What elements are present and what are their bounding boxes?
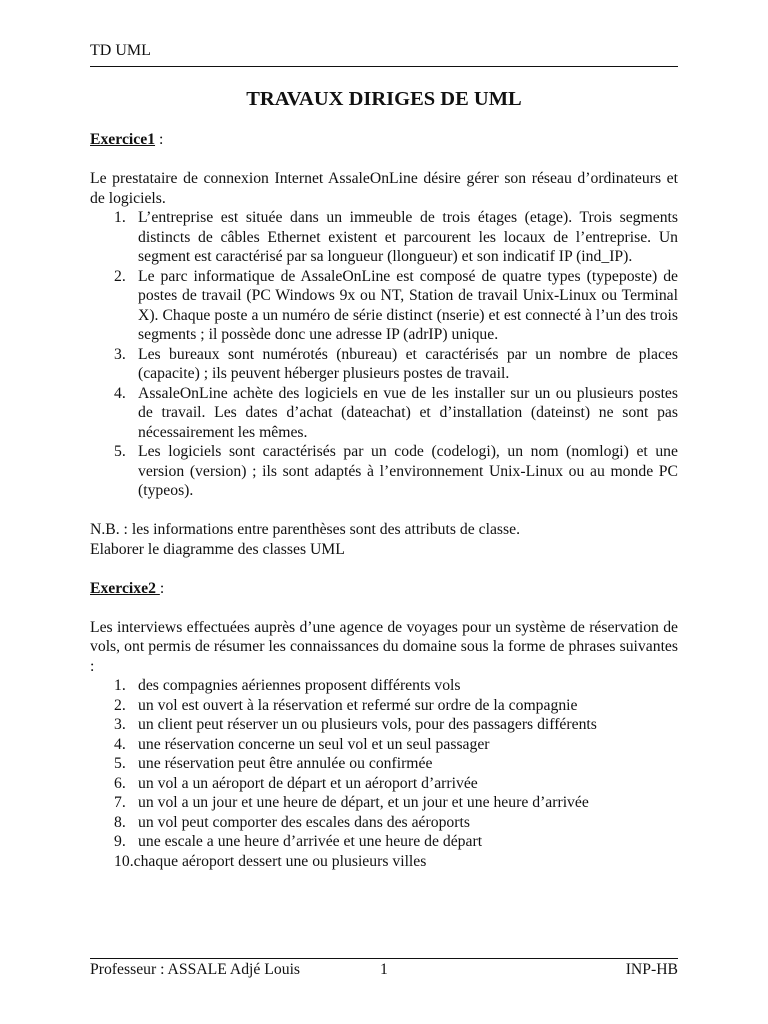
exercise2-heading-label: Exercixe2 [90, 579, 160, 597]
list-item-number: 5. [114, 755, 126, 772]
list-item-number: 4. [114, 735, 126, 753]
list-item-text: Les bureaux sont numérotés (nbureau) et caractérisés par un nombre de places (capacite) ; ils peuvent héberger plusieurs postes de travail. [138, 345, 678, 382]
exercise1-list [90, 208, 678, 501]
list-item-text: une réservation peut être annulée ou confirmée [138, 755, 433, 772]
running-header: TD UML [90, 42, 151, 59]
header-rule [90, 66, 678, 67]
page-footer [90, 961, 678, 981]
list-item [90, 793, 678, 813]
list-item [90, 735, 678, 755]
exercise1-heading-label: Exercice1 [90, 131, 156, 148]
list-item [90, 345, 678, 384]
document-body [90, 130, 678, 871]
list-item-number: 6. [114, 774, 126, 792]
list-item-text: un client peut réserver un ou plusieurs vols, pour des passagers différents [138, 716, 597, 733]
list-item-text: une escale a une heure d’arrivée et une heure de départ [138, 833, 483, 850]
list-item-text: des compagnies aériennes proposent différents vols [138, 677, 461, 694]
list-item-text: un vol peut comporter des escales dans des aéroports [138, 813, 470, 831]
exercise2-intro: Les interviews effectuées auprès d’une agence de voyages pour un système de réservation de vols, ont permis de résumer les connaissances du domaine sous la forme de phrases suivantes : [90, 618, 678, 675]
list-item-text: une réservation concerne un seul vol et un seul passager [138, 735, 490, 753]
list-item [90, 208, 678, 267]
list-item [90, 852, 678, 872]
footer-rule [90, 958, 678, 959]
exercise1-heading [90, 130, 678, 150]
list-item-number: 9. [114, 833, 126, 850]
exercise1-instruction: Elaborer le diagramme des classes UML [90, 540, 345, 558]
list-item-number: 8. [114, 813, 126, 831]
exercise1-note: N.B. : les informations entre parenthèses sont des attributs de classe. [90, 521, 520, 538]
list-item-number: 7. [114, 794, 126, 811]
list-item [90, 754, 678, 774]
page-number: 1 [380, 961, 388, 978]
list-item [90, 832, 678, 852]
list-item [90, 813, 678, 833]
list-item-number: 2. [114, 267, 126, 285]
exercise1-intro: Le prestataire de connexion Internet AssaleOnLine désire gérer son réseau d’ordinateurs et de logiciels. [90, 170, 678, 207]
list-item-text: Les logiciels sont caractérisés par un code (codelogi), un nom (nomlogi) et une version (version) ; ils sont adaptés à l’environnement Unix-Linux ou au monde PC (typeos). [138, 443, 678, 499]
list-item-number: 4. [114, 384, 126, 402]
exercise2-heading [90, 579, 678, 599]
list-item [90, 715, 678, 735]
list-item-text: AssaleOnLine achète des logiciels en vue de les installer sur un ou plusieurs postes de travail. Les dates d’achat (dateachat) et d’installation (dateinst) ne sont pas nécessairement les mêmes. [138, 384, 678, 441]
footer-institution: INP-HB [625, 961, 678, 978]
list-item-text: chaque aéroport dessert une ou plusieurs villes [133, 852, 427, 870]
list-item-text: L’entreprise est située dans un immeuble de trois étages (etage). Trois segments distincts de câbles Ethernet existent et parcourent les locaux de l’entreprise. Un segment est caractérisé par sa longueur (llongueur) et son indicatif IP (ind_IP). [138, 209, 678, 265]
list-item [90, 696, 678, 716]
list-item-number: 5. [114, 443, 126, 460]
exercise1-heading-suffix: : [155, 131, 164, 148]
exercise2-heading-suffix: : [159, 579, 165, 597]
list-item-number: 3. [114, 716, 126, 733]
exercise2-list [90, 676, 678, 871]
list-item-number: 2. [114, 696, 126, 714]
list-item-text: un vol a un jour et une heure de départ, et un jour et une heure d’arrivée [138, 794, 589, 811]
list-item [90, 267, 678, 345]
list-item-number: 3. [114, 345, 126, 363]
list-item-number: 1. [114, 209, 126, 226]
list-item-text: Le parc informatique de AssaleOnLine est composé de quatre types (typeposte) de postes de travail (PC Windows 9x ou NT, Station de travail Unix-Linux ou Terminal X). Chaque poste a un numéro de série distinct (nserie) et est connecté à l’un des trois segments ; il possède donc une adresse IP (adrIP) unique. [138, 267, 678, 343]
list-item-text: un vol est ouvert à la réservation et refermé sur ordre de la compagnie [138, 696, 578, 714]
list-item-number: 10. [114, 852, 134, 870]
footer-author: Professeur : ASSALE Adjé Louis [90, 961, 301, 978]
document-title: TRAVAUX DIRIGES DE UML [246, 88, 522, 110]
list-item [90, 442, 678, 501]
list-item-number: 1. [114, 677, 126, 694]
list-item-text: un vol a un aéroport de départ et un aéroport d’arrivée [138, 774, 478, 792]
list-item [90, 774, 678, 794]
list-item [90, 676, 678, 696]
list-item [90, 384, 678, 443]
